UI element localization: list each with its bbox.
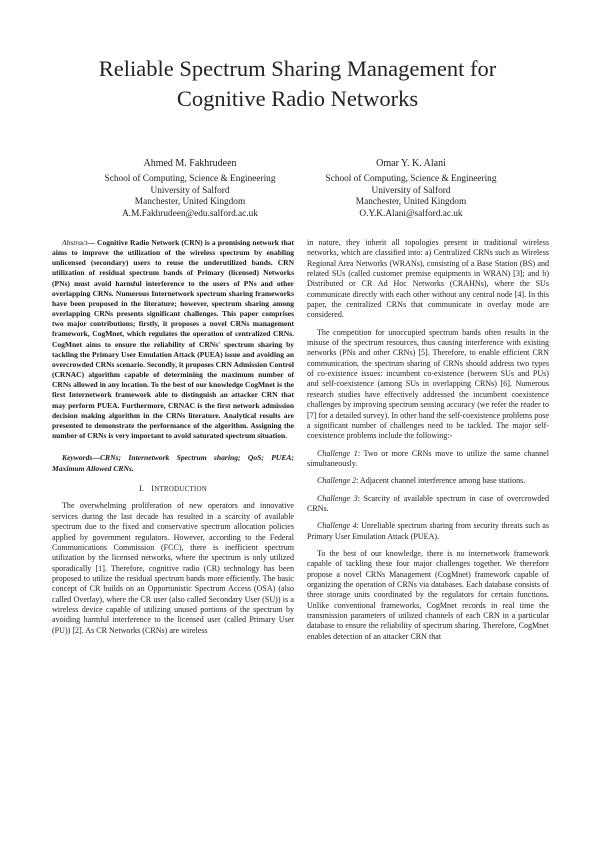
- author-affiliation: School of Computing, Science & Engineering: [104, 173, 276, 184]
- author-university: University of Salford: [371, 185, 451, 196]
- challenge-text: : Adjacent channel interference among base stations.: [356, 476, 526, 486]
- challenge-label: Challenge 3: [317, 493, 358, 503]
- author-name: Ahmed M. Fakhrudeen: [143, 158, 237, 169]
- body-paragraph: To the best of our knowledge, there is no internetwork framework capable of tackling these four major challenges together. We therefore propose a novel CRNs Management (CogMnet) framework capable of organizing the operation of CRNs via databases. Each database consists of three storage units coordinated by the regulators for certain functions. Unlike conventional frameworks, CogMnet records in real time the transmission parameters of utilized channels of each CRN in a particular database to ensure the reliability of spectrum sharing. Therefore, CogMnet enables detection of an attacker CRN that: [307, 548, 549, 641]
- challenge-text: : Unreliable spectrum sharing from security threats such as Primary User Emulation Attack (PUEA).: [307, 521, 549, 541]
- section-title-rest: NTRODUCTION: [154, 485, 207, 494]
- author-name: Omar Y. K. Alani: [376, 158, 446, 169]
- challenge-label: Challenge 2: [317, 476, 357, 486]
- abstract: [52, 238, 294, 441]
- challenge-item: [307, 521, 549, 542]
- section-heading: [52, 484, 294, 494]
- body-paragraph: in nature, they inherit all topologies present in traditional wireless networks, which are classified into: a) Centralized CRNs such as Wireless Regional Area Networks (WRANs), consisting of a Base Station (BS) and related SUs (called customer premise equipments in WRAN) [3]; and b) Distributed or CR Ad Hoc Networks (CRAHNs), where the SUs communicate directly with each other without any central node [4]. In this paper, the centralized CRNs that communicate in overlay mode are considered.: [307, 238, 549, 320]
- body-paragraph: The overwhelming proliferation of new operators and innovative services during the last decade has resulted in a scarcity of available spectrum due to the fixed and conservative spectrum allocation policies applied by government regulators. However, according to the Federal Communications Commission (FCC), there is inefficient spectrum utilization by the licensed networks, where the spectrum is only utilized sporadically [1]. Therefore, cognitive radio (CR) technology has been proposed to utilize the residual spectrum bands more efficiently. The basic concept of CR builds on an Opportunistic Spectrum Access (OSA) (also called Overlay), where the CR user (also called Secondary User (SU)) is a wireless device capable of utilizing unused portions of the spectrum by avoiding harmful interference to the licensed user (called Primary User (PU)) [2]. As CR Networks (CRNs) are wireless: [52, 501, 294, 635]
- author-city: Manchester, United Kingdom: [134, 197, 246, 208]
- section-title-initial: I: [151, 484, 155, 494]
- abstract-label: Abstract: [62, 238, 88, 247]
- author-affiliation: School of Computing, Science & Engineering: [325, 173, 497, 184]
- abstract-text: — Cognitive Radio Network (CRN) is a promising network that aims to improve the utilization of the wireless spectrum by enabling unlicensed (secondary) users to reuse the underutilized bands. CRN utilization of residual spectrum bands of Primary (licensed) Networks (PNs) must avoid harmful interference to the users of PNs and other overlapping CRNs. Numerous Internetwork spectrum sharing frameworks have been proposed in the literature; however, spectrum sharing among overlapping CRNs presents significant challenges. This paper comprises two major contributions; firstly, it proposes a novel CRNs management framework, CogMnet, which regulates the operation of centralized CRNs. CogMnet aims to ensure the reliability of CRNs' spectrum sharing by tackling the Primary User Emulation Attack (PUEA) issue and avoiding an overcrowded CRNs scenario. Secondly, it proposes CRN Admission Control (CRNAC) algorithm capable of determining the maximum number of CRNs allowed in any location. To the best of our knowledge CogMnet is the first Internetwork framework able to distinguish an attacker CRN that may perform PUEA. Furthermore, CRNAC is the first network admission decision making algorithm in the CRNs literature. Analytical results are presented to demonstrate the performance of the algorithm. Assigning the number of CRNs is very important to avoid saturated spectrum situation.: [52, 238, 294, 440]
- challenge-item: [307, 476, 549, 486]
- challenge-label: Challenge 1: [317, 448, 358, 458]
- paper-title: Reliable Spectrum Sharing Management for Cognitive Radio Networks: [98, 56, 497, 111]
- challenge-text: : Two or more CRNs move to utilize the same channel simultaneously.: [307, 448, 549, 468]
- author-block-1: [85, 158, 295, 221]
- author-email: O.Y.K.Alani@salford.ac.uk: [359, 209, 463, 220]
- challenge-text: : Scarcity of available spectrum in case of overcrowded CRNs.: [307, 493, 549, 513]
- challenge-item: [307, 494, 549, 515]
- left-column: [52, 238, 294, 636]
- keywords: Keywords—CRNs; Internetwork Spectrum sharing; QoS; PUEA; Maximum Allowed CRNs.: [52, 453, 294, 473]
- section-number: I.: [139, 484, 145, 494]
- right-column: [307, 238, 549, 642]
- challenge-item: [307, 449, 549, 470]
- author-university: University of Salford: [150, 185, 230, 196]
- author-city: Manchester, United Kingdom: [355, 197, 467, 208]
- author-email: A.M.Fakhrudeen@edu.salford.ac.uk: [122, 209, 258, 220]
- challenge-label: Challenge 4: [317, 521, 357, 531]
- body-paragraph: The competition for unoccupied spectrum bands often results in the misuse of the spectrum resources, thus causing interference with existing networks (PNs and other CRNs) [5]. Therefore, to enable efficient CRN communication, the spectrum sharing of CRNs should address two types of co-existence issues: incumbent co-existence (between SUs and PUs) and self-coexistence (among SUs in overlapping CRNs) [6]. Numerous research studies have effectively addressed the incumbent coexistence challenges by improving spectrum sensing accuracy (we refer the reader to [7] for a detailed survey). In other hand the self-coexistence problems pose a significant number of challenges need to be tackled. The major self-coexistence problems include the following:-: [307, 327, 549, 441]
- author-block-2: [306, 158, 516, 221]
